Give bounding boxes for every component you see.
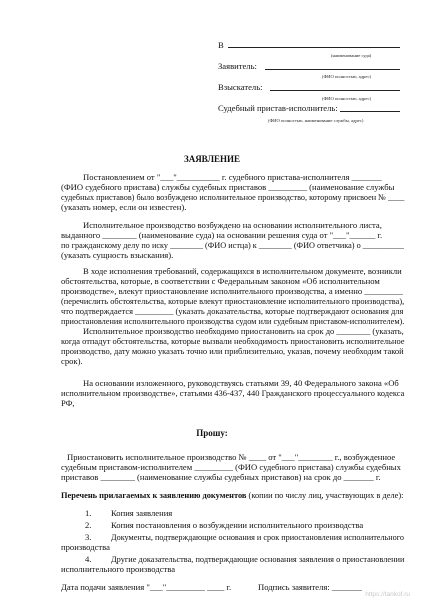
applicant-label: Заявитель:	[218, 61, 257, 71]
collector-label: Взыскатель:	[218, 82, 263, 92]
p3-line-4: (перечислить обстоятельства, которые влекут приостановление исполнительного производства),	[61, 296, 405, 306]
p3-line-9: производство, дату можно указать точно или приблизительно, указав, почему необходим такой	[61, 346, 404, 356]
attachment-text-4: Другие доказательства, подтверждающие основания заявления о приостановлении	[111, 554, 405, 564]
p2-line-4: (указать сущность взыскания).	[61, 250, 174, 260]
attachments-heading: Перечень прилагаемых к заявлению документов	[61, 490, 247, 500]
signature-label: Подпись заявителя: _______	[258, 582, 362, 592]
p4-line-3: РФ,	[61, 398, 75, 408]
applicant-note: (ФИО полностью, адрес)	[322, 74, 372, 79]
attachment-text-3b: производства	[61, 542, 110, 552]
bailiff-note: (ФИО полностью, наименование службы, адрес)	[268, 118, 364, 123]
p4-line-2: исполнительном производстве», статьями 436-437, 440 Гражданского процессуального кодекса	[61, 388, 405, 398]
p1-line-3: судебных приставов) было возбуждено исполнительное производство, которому присвоен № ____	[61, 192, 405, 202]
attachments-heading-row	[61, 490, 403, 500]
attachment-number-3: 3.	[85, 532, 92, 542]
bailiff-label: Судебный пристав-исполнитель:	[218, 103, 338, 113]
p2-line-2: выданного ________ (наименование суда) на основании решения суда от "___"______ г.	[61, 230, 383, 240]
attachment-number-2: 2.	[85, 520, 92, 530]
attachment-number-1: 1.	[85, 508, 92, 518]
applicant-line	[265, 69, 400, 70]
attachment-number-4: 4.	[85, 554, 92, 564]
p3-line-5: что подтверждается _________ (указать доказательства, которые подтверждают основания для	[61, 306, 404, 316]
request-line-1: Приостановить исполнительное производство № ____ от "___"________ г., возбужденное	[67, 452, 396, 462]
p1-line-1: Постановлением от "___"__________ г. судебного пристава-исполнителя _______	[83, 172, 382, 182]
to-court-prefix: В	[218, 40, 224, 50]
court-note: (наименование суда)	[331, 53, 372, 58]
p3-line-3: производстве», влекут приостановление исполнительного производства, а именно _________	[61, 286, 403, 296]
p3-line-1: В ходе исполнения требований, содержащихся в исполнительном документе, возникли	[83, 266, 402, 276]
p1-line-4: (указать номер, если он известен).	[61, 202, 187, 212]
attachment-text-4b: исполнительного производства	[61, 564, 176, 574]
collector-line	[270, 90, 400, 91]
request-line-2: судебным приставом-исполнителем _________ (ФИО судебного пристава) службы судебных	[61, 462, 401, 472]
attachment-text-3: Документы, подтверждающие основания и срок приостановления исполнительного	[111, 532, 405, 542]
p2-line-1: Исполнительное производство возбуждено на основании исполнительного листа,	[83, 220, 382, 230]
p3-line-2: обстоятельства, которые, в соответствии с Федеральным законом «Об исполнительном	[61, 276, 380, 286]
filing-date-label: Дата подачи заявления "___"_________ ____ г.	[61, 582, 232, 592]
bailiff-line	[340, 111, 400, 112]
request-heading: Прошу:	[196, 428, 228, 438]
p4-line-1: На основании изложенного, руководствуясь статьями 39, 40 Федерального закона «Об	[83, 378, 399, 388]
watermark: https://tankof.ru	[365, 591, 410, 598]
p3-line-7: Исполнительное производство необходимо приостановить на срок до ________ (указать,	[83, 326, 404, 336]
p3-line-6: приостановления исполнительного производства судом или судебным приставом-исполнителем).	[61, 316, 405, 326]
collector-note: (ФИО полностью, адрес)	[322, 96, 372, 101]
attachments-note: (копии по числу лиц, участвующих в деле):	[248, 490, 404, 500]
attachment-text-2: Копия постановления о возбуждении исполнительного производства	[111, 520, 364, 530]
court-line	[228, 47, 400, 48]
p1-line-2: (ФИО судебного пристава) службы судебных приставов _________ (наименование службы	[61, 182, 395, 192]
p3-line-8: когда отпадут обстоятельства, которые вызвали необходимость приостановить исполнительное	[61, 336, 405, 346]
p3-line-10: срок).	[61, 356, 83, 366]
attachment-text-1: Копия заявления	[111, 508, 173, 518]
page-title: ЗАЯВЛЕНИЕ	[183, 154, 241, 164]
request-line-3: приставов ________ (наименование службы судебных приставов) на срок до _______ г.	[61, 472, 381, 482]
p2-line-3: по гражданскому делу по иску ________ (ФИО истца) к ________ (ФИО ответчика) о __________	[61, 240, 404, 250]
